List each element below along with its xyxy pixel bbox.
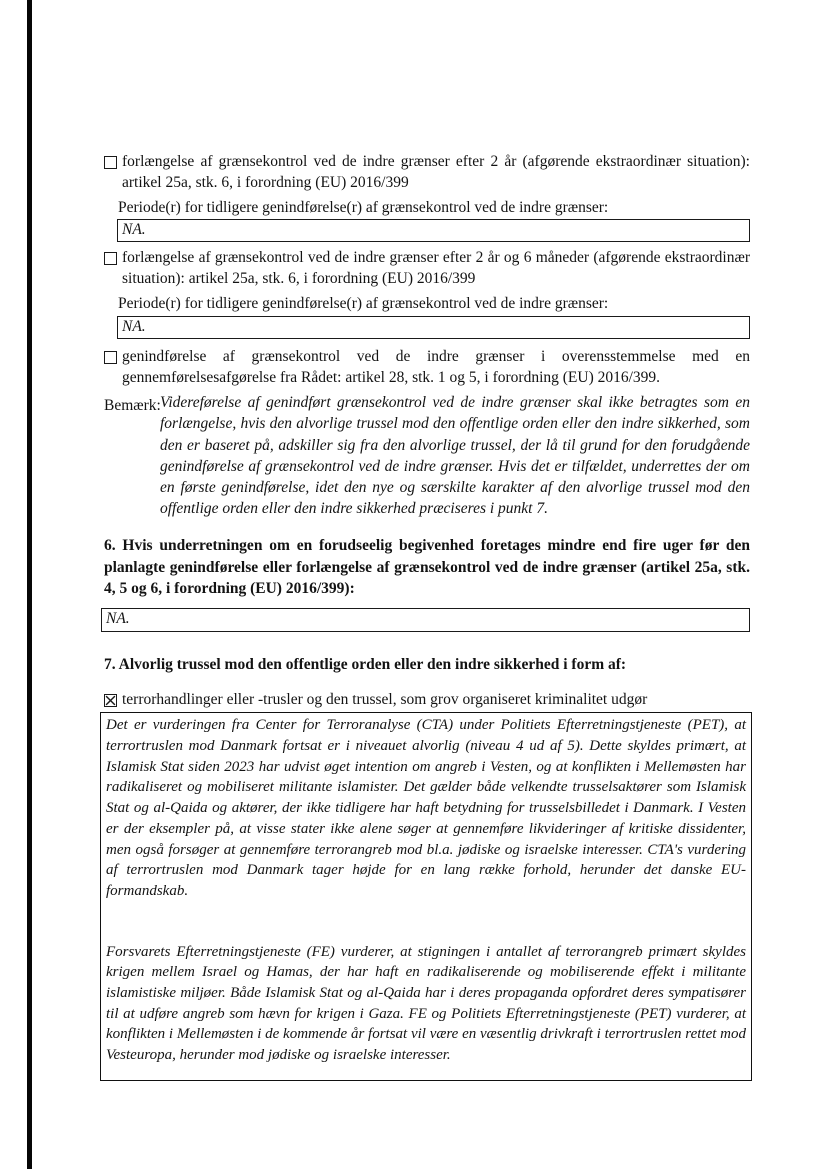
period-value: NA. bbox=[122, 221, 146, 239]
option-extension-2-years bbox=[104, 152, 750, 194]
option-extension-2-years-6-months bbox=[104, 248, 750, 290]
option-label: genindførelse af grænsekontrol ved de indre grænser i overensstemmelse med en gennemførelsesafgørelse fra Rådet: artikel 28, stk. 1 og 5, i forordning (EU) 2016/399. bbox=[122, 347, 750, 386]
remark-block bbox=[104, 392, 750, 518]
option-label: forlængelse af grænsekontrol ved de indre grænser efter 2 år (afgørende ekstraordinær situation): artikel 25a, stk. 6, i forordning (EU) 2016/399 bbox=[122, 153, 750, 191]
checkbox-unchecked-icon[interactable] bbox=[104, 351, 117, 364]
option-terror-threat bbox=[104, 690, 750, 711]
remark-text: Videreførelse af genindført grænsekontrol ved de indre grænser skal ikke betragtes som en forlængelse, hvis den alvorlige trussel mod den offentlige orden eller den indre sikkerhed, som den er baseret på, adskiller sig fra den alvorlige trussel, der lå til grund for den forudgående genindførelse af grænsekontrol ved de indre grænser. Hvis det er tilfældet, underrettes der om en første genindførelse, idet den nye og særskilte karakter af den alvorlige trussel mod den offentlige orden eller den indre sikkerhed præciseres i punkt 7. bbox=[160, 394, 750, 517]
period-label: Periode(r) for tidligere genindførelse(r) af grænsekontrol ved de indre grænser: bbox=[118, 294, 609, 312]
scan-edge-artifact bbox=[27, 0, 32, 1169]
section-6-value: NA. bbox=[106, 609, 130, 627]
remark-label: Bemærk: bbox=[104, 397, 161, 415]
checkbox-unchecked-icon[interactable] bbox=[104, 156, 117, 169]
threat-paragraph-2: Forsvarets Efterretningstjeneste (FE) vurderer, at stigningen i antallet af terrorangreb primært skyldes krigen mellem Israel og Hamas, der har haft en radikaliserende og mobiliserende effekt i militante islamistiske miljøer. Både Islamisk Stat og al-Qaida har i deres propaganda opfordret deres sympatisører til at udføre angreb som hævn for krigen i Gaza. FE og Politiets Efterretningstjeneste (PET) vurderer, at konflikten i Mellemøsten i de kommende år fortsat vil være en væsentlig drivkraft i terrortruslen rettet mod Vesteuropa, herunder mod jødiske og israelske interesser. bbox=[106, 943, 746, 1064]
period-field[interactable] bbox=[117, 219, 750, 242]
checkbox-unchecked-icon[interactable] bbox=[104, 252, 117, 265]
threat-description-field[interactable] bbox=[100, 712, 752, 1080]
period-field[interactable] bbox=[117, 316, 750, 339]
section-6-heading: 6. Hvis underretningen om en forudseelig begivenhed foretages mindre end fire uger før den planlagte genindførelse eller forlængelse af grænsekontrol ved de indre grænser (artikel 25a, stk. 4, 5 og 6, i forordning (EU) 2016/399): bbox=[104, 536, 750, 598]
form-content bbox=[104, 152, 750, 1081]
section-7-heading: 7. Alvorlig trussel mod den offentlige orden eller den indre sikkerhed i form af: bbox=[104, 655, 627, 673]
checkbox-checked-icon[interactable] bbox=[104, 694, 117, 707]
option-label: terrorhandlinger eller -trusler og den trussel, som grov organiseret kriminalitet udgør bbox=[122, 690, 648, 708]
period-label: Periode(r) for tidligere genindførelse(r) af grænsekontrol ved de indre grænser: bbox=[118, 198, 609, 216]
threat-paragraph-1: Det er vurderingen fra Center for Terroranalyse (CTA) under Politiets Efterretningstjeneste (PET), at terrortruslen mod Danmark fortsat er i niveauet alvorlig (niveau 4 ud af 5). Dette skyldes primært, at Islamisk Stat siden 2023 har udvist øget intention om angreb i Vesten, og at konflikten i Mellemøsten har radikaliseret og mobiliseret militante islamister. Det gælder både velkendte trusselsaktører som Islamisk Stat og al-Qaida og aktører, der ikke tidligere har haft betydning for trusselsbilledet i Danmark. I Vesten er der eksempler på, at visse stater ikke alene søger at gennemføre likvideringer af kritiske dissidenter, men også forsøger at gennemføre terrorangreb mod bl.a. jødiske og israelske interesser. CTA's vurdering af terrortruslen mod Danmark tager højde for en lang række forhold, herunder det danske EU-formandskab. bbox=[106, 717, 746, 899]
section-6-field[interactable] bbox=[101, 608, 750, 632]
check-x-mark bbox=[105, 695, 116, 706]
option-label: forlængelse af grænsekontrol ved de indre grænser efter 2 år og 6 måneder (afgørende ekstraordinær situation): artikel 25a, stk. 6, i forordning (EU) 2016/399 bbox=[122, 249, 750, 288]
option-council-decision bbox=[104, 347, 750, 389]
period-value: NA. bbox=[122, 317, 146, 335]
